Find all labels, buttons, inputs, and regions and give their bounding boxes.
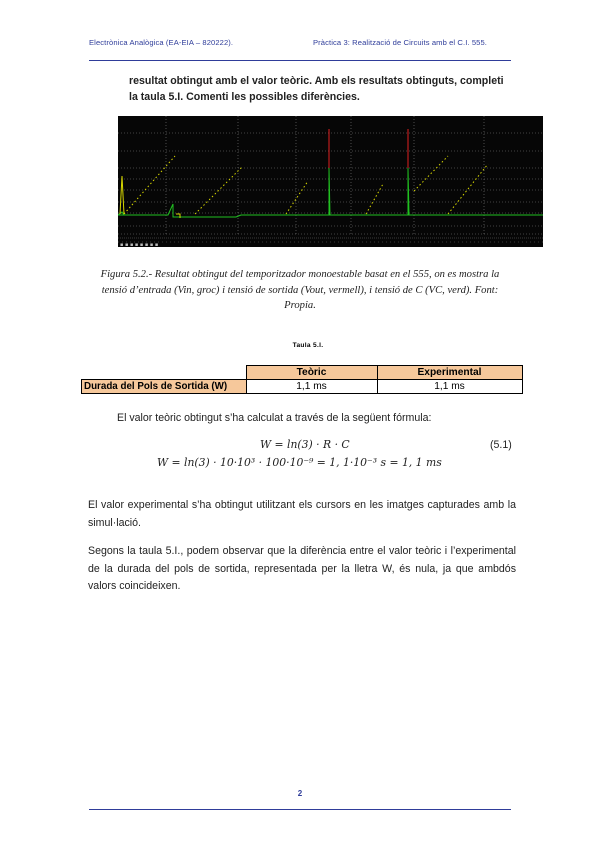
formula-line-1: W = ln(3) · R · C — [260, 438, 350, 451]
scope-footer-text: ▪ ▪ ▪ ▪ ▪ ▪ ▪ ▪ — [120, 242, 159, 247]
oscilloscope-image — [118, 116, 543, 247]
paragraph-formula-intro: El valor teòric obtingut s’ha calculat a través de la següent fórmula: — [117, 412, 432, 424]
footer-rule — [89, 809, 511, 810]
table-row — [82, 380, 523, 394]
oscilloscope-capture-icon — [118, 116, 543, 247]
table-cell-experimental: 1,1 ms — [377, 380, 522, 394]
formula-line-2: W = ln(3) · 10·10³ · 100·10⁻⁹ = 1, 1·10⁻³ s = 1, 1 ms — [157, 456, 442, 469]
table-header-theoretical: Teòric — [246, 366, 377, 380]
table-header-experimental: Experimental — [377, 366, 522, 380]
table-row-label: Durada del Pols de Sortida (W) — [82, 380, 247, 394]
results-table — [81, 365, 523, 394]
header-left: Electrònica Analògica (EA-EIA – 820222). — [89, 38, 234, 47]
figure-caption: Figura 5.2.- Resultat obtingut del temporitzador monoestable basat en el 555, on es mostra la tensió d’entrada (Vin, groc) i tensió de sortida (Vout, vermell), i tensió de C (VC, verd). Font: Propia. — [100, 269, 500, 311]
header-right: Pràctica 3: Realització de Circuits amb el C.I. 555. — [313, 38, 488, 47]
paragraph-conclusion: Segons la taula 5.I., podem observar que la diferència entre el valor teòric i l’experimental de la durada del pols de sortida, representada per la lletra W, és nula, ja que ambdós valors coincideixen. — [88, 545, 516, 592]
page-number: 2 — [297, 789, 303, 798]
paragraph-experimental: El valor experimental s’ha obtingut utilitzant els cursors en les imatges capturades amb la simul·lació. — [88, 499, 516, 529]
table-cell-theoretical: 1,1 ms — [246, 380, 377, 394]
header-rule — [89, 60, 511, 61]
intro-text: resultat obtingut amb el valor teòric. Amb els resultats obtinguts, completi la taula 5.I. Comenti les possibles diferències. — [129, 75, 504, 103]
table-header-row — [82, 366, 523, 380]
table-corner — [82, 366, 247, 380]
table-label: Taula 5.I. — [292, 342, 324, 349]
formula-number: (5.1) — [490, 439, 512, 451]
